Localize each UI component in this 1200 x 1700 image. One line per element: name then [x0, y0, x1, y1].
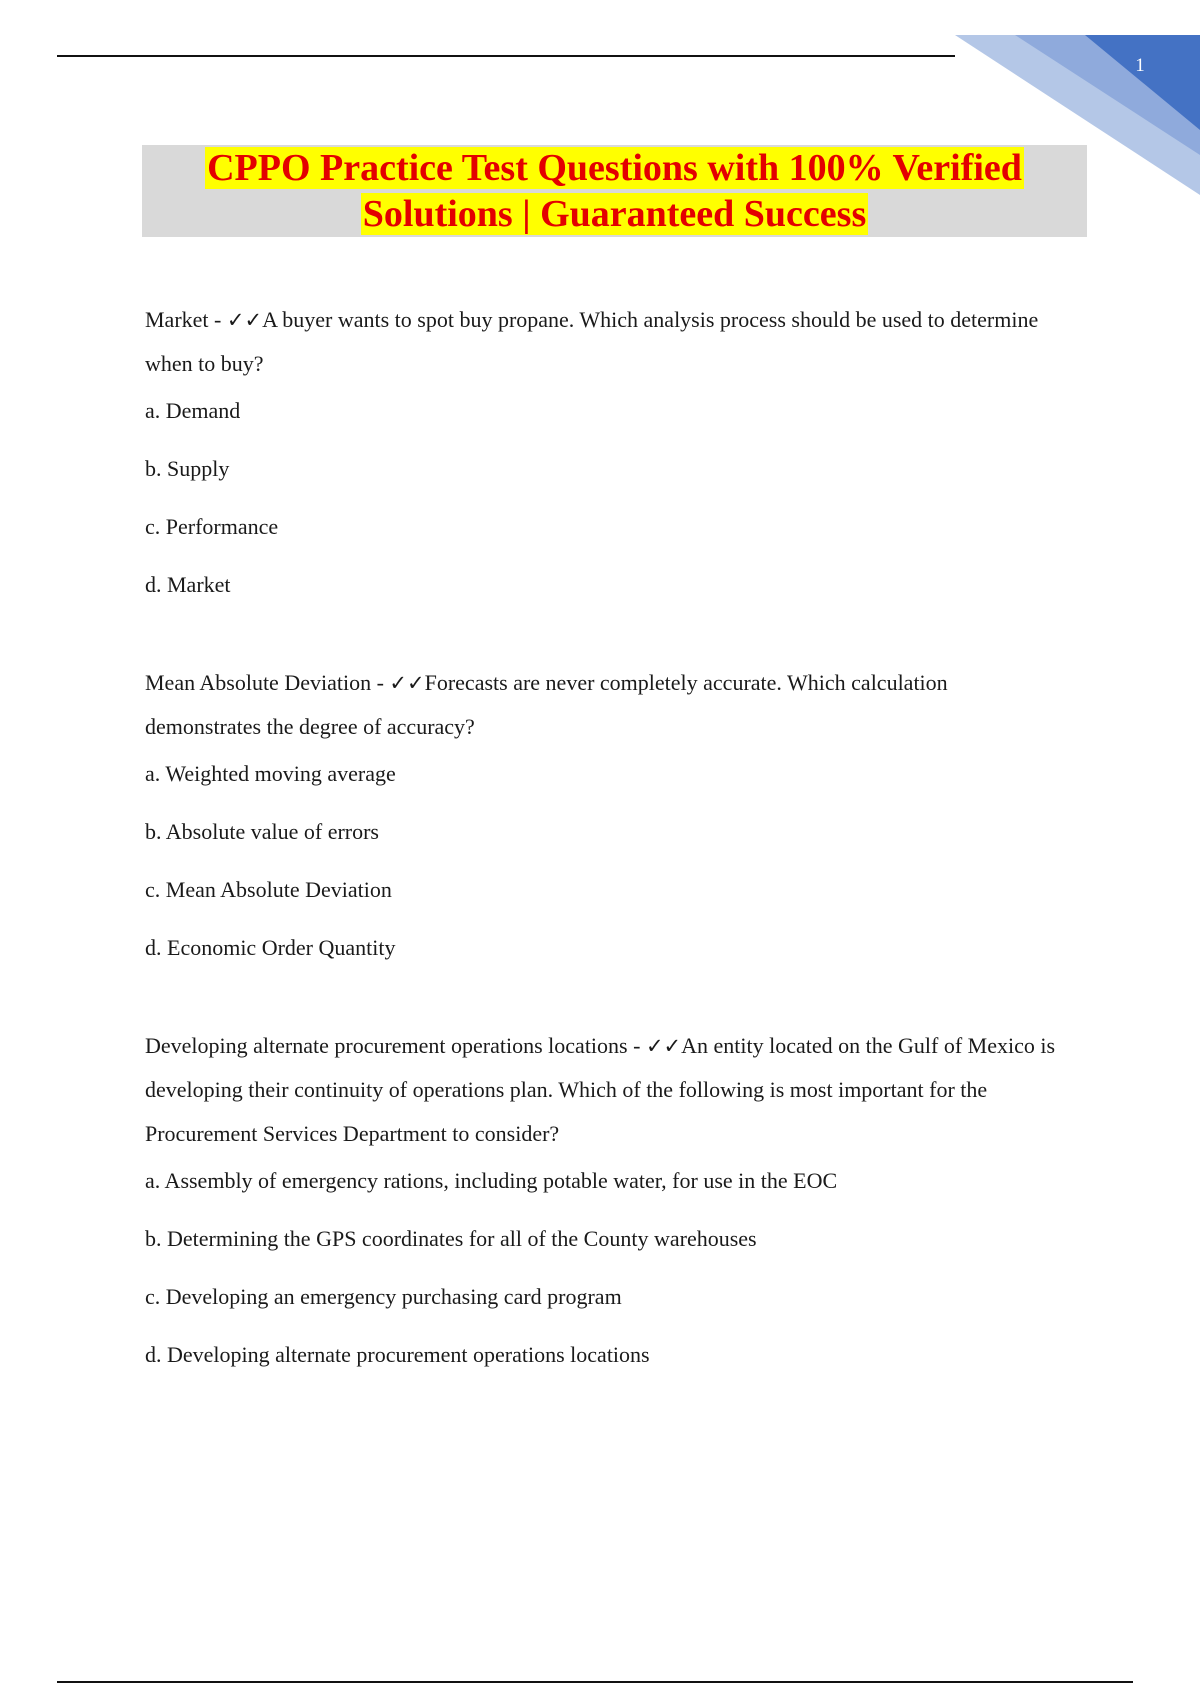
- header-rule: [57, 55, 955, 57]
- question-text: [145, 1024, 1065, 1156]
- questions-list: [145, 298, 1065, 1431]
- check-icon: ✓✓: [645, 1034, 682, 1058]
- answer-option: d. Economic Order Quantity: [145, 935, 396, 960]
- footer-rule: [57, 1681, 1133, 1683]
- question-term: Market: [145, 307, 209, 332]
- answer-option: c. Developing an emergency purchasing card program: [145, 1284, 622, 1309]
- check-icon: ✓✓: [226, 308, 263, 332]
- question-text: [145, 298, 1065, 386]
- page-number: 1: [1135, 55, 1145, 76]
- question-prompt: Forecasts are never completely accurate. Which calculation demonstrates the degree of accuracy?: [145, 670, 948, 739]
- question-term: Developing alternate procurement operations locations: [145, 1033, 628, 1058]
- title-line-2: Solutions | Guaranteed Success: [362, 193, 867, 235]
- answer-option: d. Market: [145, 572, 231, 597]
- question-prompt: A buyer wants to spot buy propane. Which analysis process should be used to determine when to buy?: [145, 307, 1039, 376]
- answer-option: b. Determining the GPS coordinates for all of the County warehouses: [145, 1226, 757, 1251]
- question-prompt: An entity located on the Gulf of Mexico is developing their continuity of operations plan. Which of the following is most important for the Procurement Services Department to consider?: [145, 1033, 1056, 1146]
- question-separator: -: [627, 1033, 646, 1058]
- question-text: [145, 661, 1065, 749]
- question-term: Mean Absolute Deviation: [145, 670, 372, 695]
- question-item: [145, 1024, 1065, 1368]
- answer-option: a. Assembly of emergency rations, including potable water, for use in the EOC: [145, 1168, 838, 1193]
- question-item: [145, 661, 1065, 961]
- title-banner: [142, 145, 1087, 237]
- question-separator: -: [208, 307, 227, 332]
- answer-option: c. Mean Absolute Deviation: [145, 877, 392, 902]
- question-item: [145, 298, 1065, 598]
- answer-option: b. Absolute value of errors: [145, 819, 379, 844]
- check-icon: ✓✓: [389, 671, 425, 695]
- page-title: [205, 145, 1024, 237]
- answer-option: c. Performance: [145, 514, 279, 539]
- answer-option: a. Demand: [145, 398, 241, 423]
- answer-option: a. Weighted moving average: [145, 761, 396, 786]
- title-line-1: CPPO Practice Test Questions with 100% Verified: [207, 147, 1022, 189]
- answer-option: d. Developing alternate procurement operations locations: [145, 1342, 650, 1367]
- answer-option: b. Supply: [145, 456, 230, 481]
- question-separator: -: [371, 670, 390, 695]
